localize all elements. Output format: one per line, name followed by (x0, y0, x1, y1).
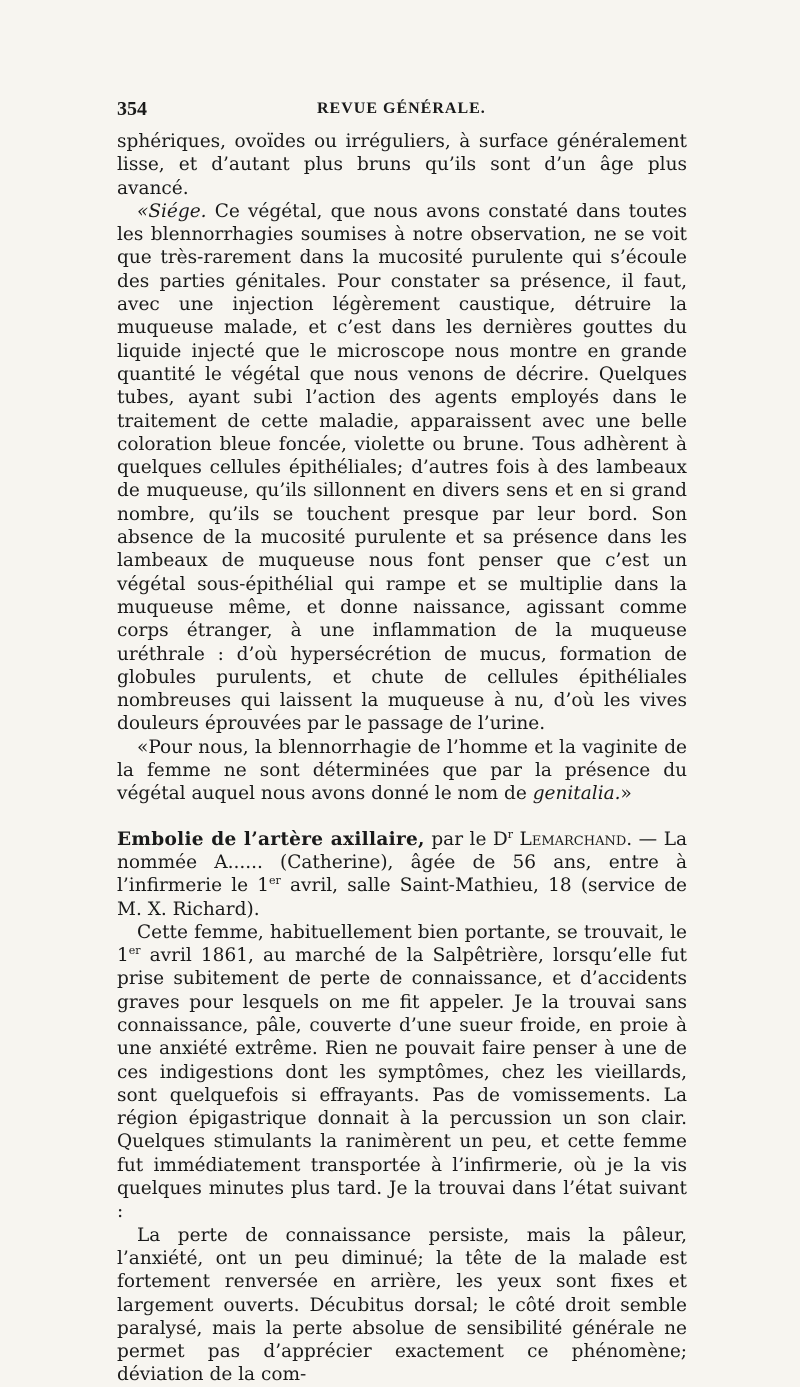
article-author: Lemarchand. (519, 828, 633, 850)
case-text-a: Cette femme, habituellement bien portante, se trouvait, le 1 (117, 921, 687, 967)
article-by: par le D (424, 828, 508, 850)
section-gap (117, 806, 687, 828)
case-sup: er (128, 943, 141, 957)
body-text (117, 130, 687, 1387)
page-number: 354 (117, 98, 147, 120)
paragraph-siege (117, 200, 687, 736)
paragraph-examination: La perte de connaissance persiste, mais la pâleur, l’anxiété, ont un peu diminué; la tête de la malade est fortement renversée en arrière, les yeux sont fixes et largement ouverts. Décubitus dorsal; le côté droit semble paralysé, mais la perte absolue de sensibilité générale ne permet pas d’apprécier exactement ce phénomène; déviation de la com- (117, 1224, 687, 1386)
genitalia-term: genitalia. (532, 783, 621, 805)
doctor-sup: r (507, 827, 514, 841)
siege-text: Ce végétal, que nous avons constaté dans toutes les blennorrhagies soumises à notre observation, ne se voit que très-rarement dans la mucosité purulente qui s’écoule des parties génitales. Pour constater sa présence, il faut, avec une injection légèrement caustique, détruire la muqueuse malade, et c’est dans les dernières gouttes du liquide injecté que le microscope nous montre en grande quantité le végétal que nous venons de décrire. Quelques tubes, ayant subi l’action des agents employés dans le traitement de cette maladie, apparaissent avec une belle coloration bleue foncée, violette ou brune. Tous adhèrent à quelques cellules épithéliales; d’autres fois à des lambeaux de muqueuse, qu’ils sillonnent en divers sens et en si grand nombre, qu’ils se touchent presque par leur bord. Son absence de la mucosité purulente et sa présence dans les lambeaux de muqueuse nous font penser que c’est un végétal sous-épithélial qui rampe et se multiplie dans la muqueuse même, et donne naissance, agissant comme corps étranger, à une inflammation de la muqueuse uréthrale : d’où hypersécrétion de mucus, formation de globules purulents, et chute de cellules épithéliales nombreuses qui laissent la muqueuse à nu, d’où les vives douleurs éprouvées par le passage de l’urine. (117, 200, 687, 735)
intro-sup: er (269, 874, 281, 888)
article-title: Embolie de l’artère axillaire, (117, 828, 425, 850)
conclusion-close-quote: » (620, 783, 632, 805)
intro-text-a: — La nommée A...... (Catherine), âgée de 56 ans, entre à l’infirmerie le 1 (117, 828, 688, 897)
paragraph-case-history (117, 921, 687, 1224)
intro-text-b: avril, salle Saint-Mathieu, 18 (service de M. X. Richard). (117, 875, 687, 920)
conclusion-text: «Pour nous, la blennorrhagie de l’homme et la vaginite de la femme ne sont déterminées que par la présence du végétal auquel nous avons donné le nom de (117, 736, 687, 805)
paragraph-continuation: sphériques, ovoïdes ou irréguliers, à surface généralement lisse, et d’autant plus bruns qu’ils sont d’un âge plus avancé. (117, 131, 687, 199)
siege-label: «Siége. (137, 200, 207, 222)
article-intro (117, 828, 687, 921)
running-head (117, 98, 687, 124)
paragraph-conclusion (117, 736, 687, 806)
case-text-b: avril 1861, au marché de la Salpêtrière, lorsqu’elle fut prise subitement de perte de connaissance, et d’accidents graves pour lesquels on me fit appeler. Je la trouvai sans connaissance, pâle, couverte d’une sueur froide, en proie à une anxiété extrême. Rien ne pouvait faire penser à une de ces indigestions dont les symptômes, chez les vieillards, sont quelquefois si effrayants. Pas de vomissements. La région épigastrique donnait à la percussion un son clair. Quelques stimulants la ranimèrent un peu, et cette femme fut immédiatement transportée à l’infirmerie, où je la vis quelques minutes plus tard. Je la trouvai dans l’état suivant : (117, 945, 687, 1223)
journal-title: REVUE GÉNÉRALE. (317, 100, 486, 117)
